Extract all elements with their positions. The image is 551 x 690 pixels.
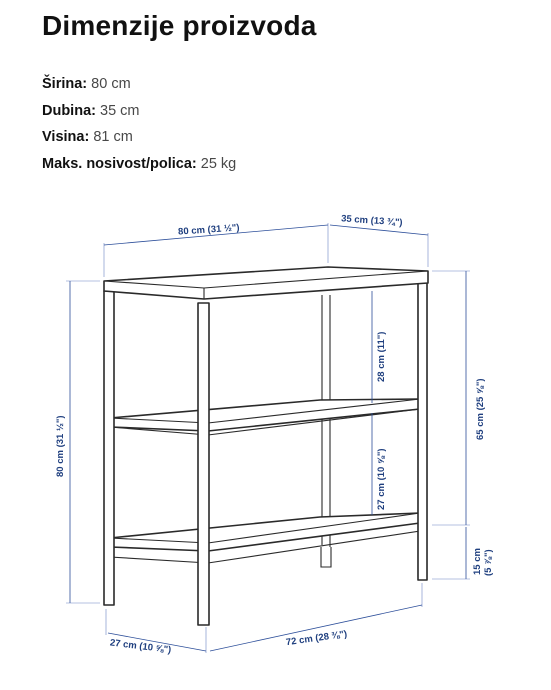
leg-height-label-line1: 15 cm <box>472 548 483 575</box>
bottom-width-label: 72 cm (28 ⅜") <box>285 628 348 649</box>
spec-height-value: 81 cm <box>93 129 133 145</box>
spec-max-load-value: 25 kg <box>200 155 237 172</box>
spec-width <box>42 71 236 98</box>
spec-list <box>42 71 236 177</box>
front-left-leg <box>104 291 114 605</box>
spec-max-load-label: Maks. nosivost/polica: <box>42 155 197 172</box>
spec-depth-value: 35 cm <box>100 102 140 119</box>
spec-height <box>42 124 236 151</box>
spec-depth <box>42 98 236 125</box>
shelf-unit-drawing <box>104 267 428 625</box>
spec-height-label: Visina: <box>42 129 90 145</box>
back-left-leg-foot <box>321 547 331 567</box>
shelf-dimension-illustration <box>0 195 551 690</box>
spec-max-load <box>42 151 236 178</box>
leg-height-label-line2: (5 ⅞") <box>483 549 494 576</box>
front-right-leg <box>198 303 209 625</box>
spec-depth-label: Dubina: <box>42 102 96 119</box>
depth-top-label: 35 cm (13 ¾") <box>340 213 403 229</box>
lower-gap-label: 27 cm (10 ⅝") <box>376 448 387 510</box>
spec-width-label: Širina: <box>42 76 88 92</box>
bottom-width-line <box>210 605 422 651</box>
spec-width-value: 80 cm <box>91 76 131 92</box>
right-height-label: 65 cm (25 ⅝") <box>475 378 486 440</box>
width-top-label: 80 cm (31 ½") <box>177 222 240 238</box>
bottom-depth-label: 27 cm (10 ⅝") <box>109 637 172 656</box>
height-left-label: 80 cm (31 ½") <box>55 415 66 477</box>
page-title: Dimenzije proizvoda <box>42 10 317 41</box>
back-right-leg-front <box>418 275 427 580</box>
upper-gap-label: 28 cm (11") <box>376 331 387 382</box>
lower-shelf <box>110 513 420 551</box>
